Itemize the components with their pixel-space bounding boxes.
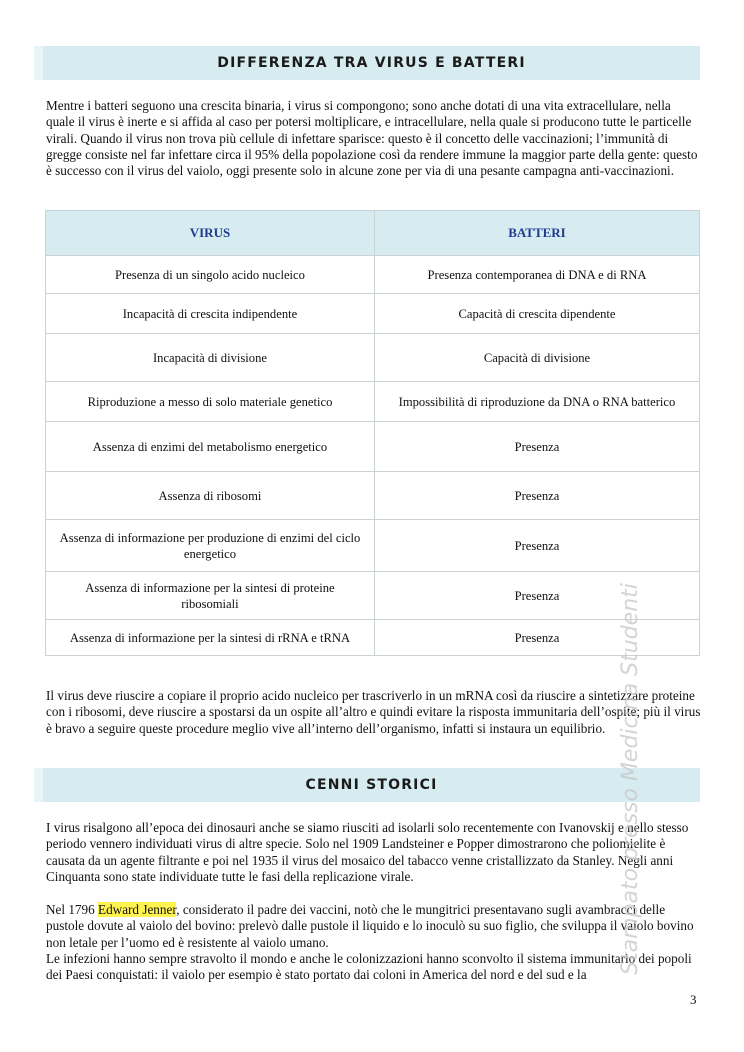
header-batteri: BATTERI [374, 211, 699, 256]
cell-batteri: Impossibilità di riproduzione da DNA o RNA batterico [374, 382, 699, 422]
table-row [46, 520, 700, 572]
cell-virus: Incapacità di divisione [46, 334, 375, 382]
jenner-text-pre: Nel 1796 [46, 902, 99, 917]
section-title: DIFFERENZA TRA VIRUS E BATTERI [217, 55, 526, 71]
cell-virus: Assenza di informazione per la sintesi di rRNA e tRNA [46, 620, 375, 656]
cell-virus: Incapacità di crescita indipendente [46, 294, 375, 334]
cell-virus: Assenza di informazione per produzione di enzimi del ciclo energetico [46, 520, 375, 572]
cell-batteri: Presenza [374, 472, 699, 520]
table-row [46, 422, 700, 472]
cell-virus: Assenza di ribosomi [46, 472, 375, 520]
intro-paragraph: Mentre i batteri seguono una crescita binaria, i virus si compongono; sono anche dotati di una vita extracellulare, nella quale il virus è inerte e si affida al caso per potersi moltiplicare, e intracellulare, nella quale si producono tutte le particelle virali. Quando il virus non trova più cellule di infettare sparisce: questo è il concetto delle vaccinazioni; l’immunità di gregge consiste nel far infettare circa il 95% della popolazione così da rendere immune la maggior parte della gente: questo è successo con il virus del vaiolo, oggi presente solo in alcune zone per via di una pesante campagna anti-vaccinazioni. [46, 98, 698, 179]
cell-batteri: Presenza [374, 620, 699, 656]
table-row [46, 620, 700, 656]
section-title: CENNI STORICI [305, 777, 438, 793]
highlighted-name: Edward Jenner [98, 902, 177, 917]
cell-virus: Riproduzione a messo di solo materiale genetico [46, 382, 375, 422]
table-row [46, 294, 700, 334]
comparison-table [45, 210, 700, 656]
header-virus: VIRUS [46, 211, 375, 256]
cell-virus: Assenza di informazione per la sintesi di proteine ribosomiali [46, 572, 375, 620]
cell-virus: Presenza di un singolo acido nucleico [46, 256, 375, 294]
table-header-row [46, 211, 700, 256]
table-row [46, 256, 700, 294]
table-row [46, 334, 700, 382]
cell-batteri: Capacità di divisione [374, 334, 699, 382]
after-table-paragraph: Il virus deve riuscire a copiare il proprio acido nucleico per trascriverlo in un mRNA così da riuscire a sintetizzare proteine con i ribosomi, deve riuscire a spostarsi da un ospite all’altro e quindi evitare la risposta immunitaria dell’ospite; più il virus è bravo a seguire queste procedure meglio vive all’interno dell’organismo, infatti si instaura un equilibrio. [46, 688, 701, 736]
cell-batteri: Presenza [374, 572, 699, 620]
cell-virus: Assenza di enzimi del metabolismo energetico [46, 422, 375, 472]
infections-text: Le infezioni hanno sempre stravolto il mondo e anche le colonizzazioni hanno sconvolto il sistema immunitario dei popoli dei Paesi conquistati: il vaiolo per esempio è stato portato dai coloni in America del nord e del sud e la [46, 950, 692, 983]
cell-batteri: Presenza [374, 520, 699, 572]
section-title-banner [38, 46, 700, 80]
table-row [46, 572, 700, 620]
table-row [46, 382, 700, 422]
watermark: Stampato presso Medicina Studenti [618, 583, 643, 975]
cell-batteri: Presenza [374, 422, 699, 472]
page-number: 3 [690, 992, 697, 1007]
history-paragraph: I virus risalgono all’epoca dei dinosauri anche se siamo riusciti ad isolarli solo recentemente con Ivanovskij e nello stesso periodo vennero individuati virus di altre specie. Solo nel 1909 Landsteiner e Popper dimostrarono che poliomielite è causata da un agente filtrante e poi nel 1935 il virus del mosaico del tabacco venne cristallizzato da Stanley. Negli anni Cinquanta sono state individuate tutte le fasi della replicazione virale. [46, 820, 689, 884]
jenner-paragraph [46, 902, 702, 983]
jenner-text-post: , considerato il padre dei vaccini, notò che le mungitrici presentavano sugli avambracci delle pustole dovute al vaiolo del bovino: prelevò dalle pustole il liquido e lo inoculò su suo figlio, che sviluppa il vaiolo bovino non letale per l’uomo ed è resistente al vaiolo umano. [46, 902, 694, 950]
cell-batteri: Capacità di crescita dipendente [374, 294, 699, 334]
table-row [46, 472, 700, 520]
section-title-banner [38, 768, 700, 802]
cell-batteri: Presenza contemporanea di DNA e di RNA [374, 256, 699, 294]
